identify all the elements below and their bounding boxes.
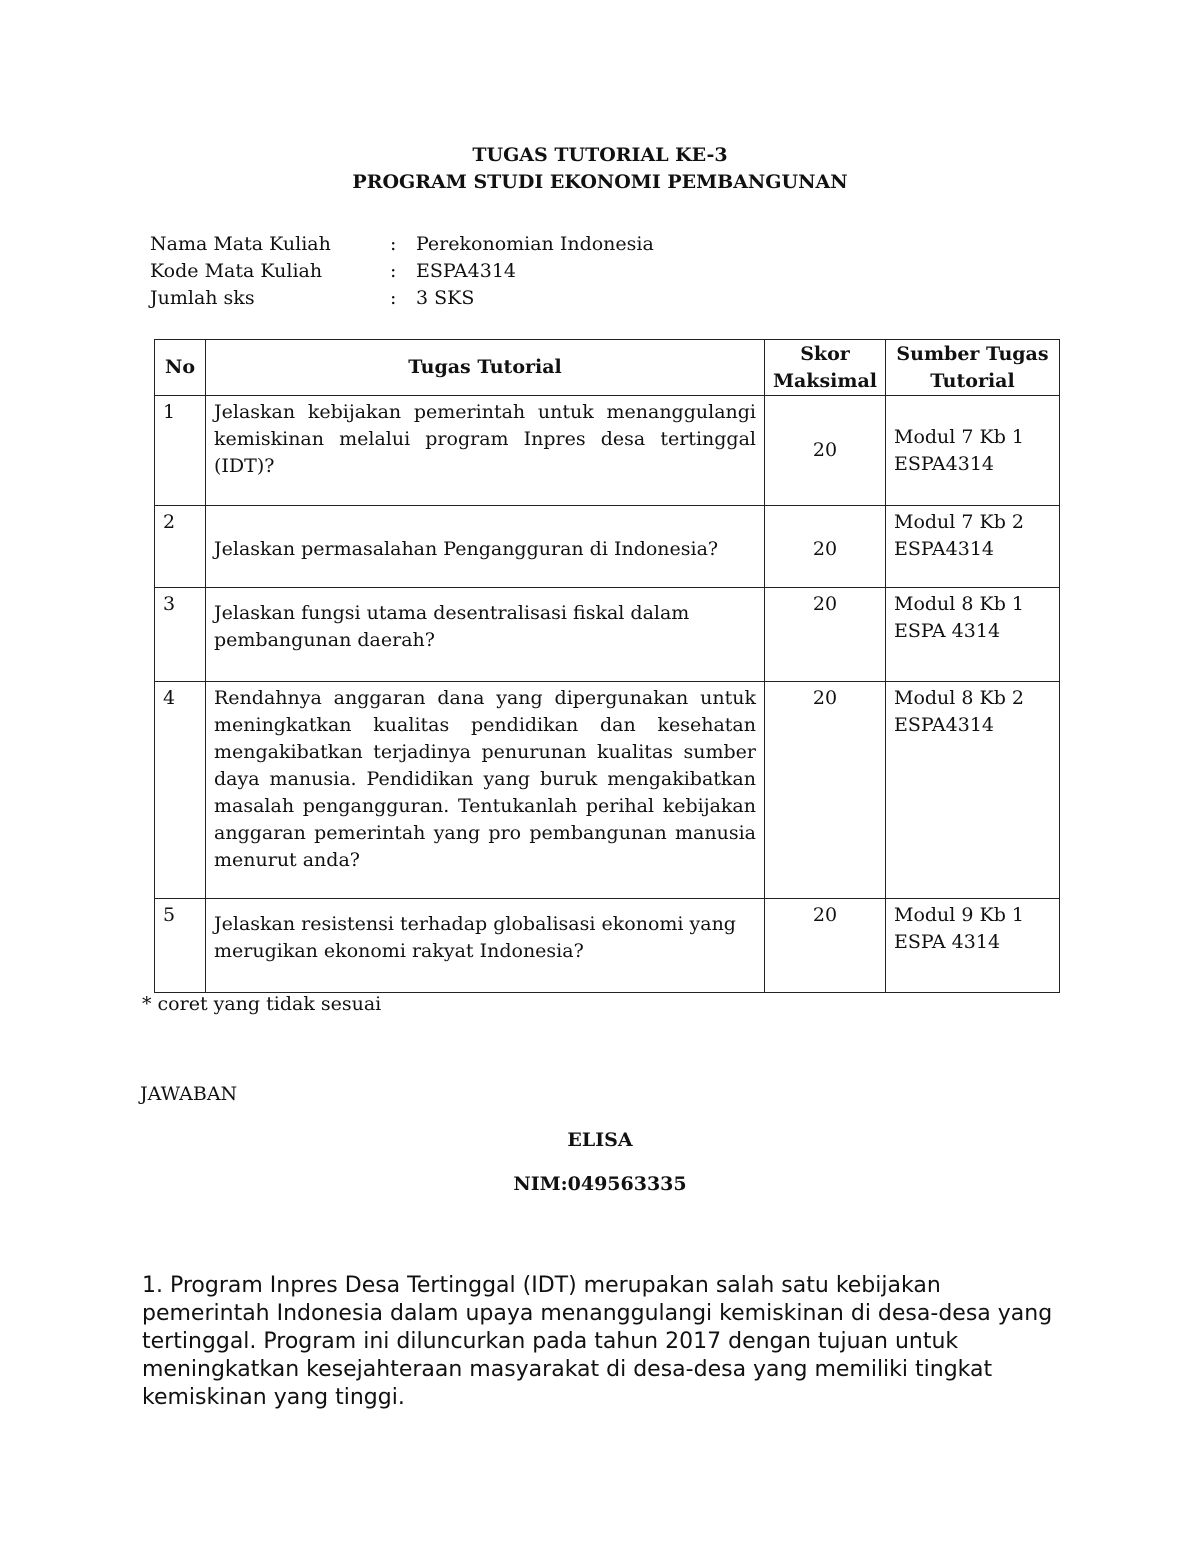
header-task: Tugas Tutorial — [206, 340, 765, 396]
header-source-line2: Tutorial — [930, 369, 1015, 392]
table-row — [155, 899, 1060, 993]
course-name-colon: : — [390, 233, 397, 255]
row-score: 20 — [765, 396, 886, 506]
course-code-colon: : — [390, 260, 397, 282]
row-source-code: ESPA 4314 — [894, 931, 1001, 953]
tasks-table — [154, 339, 1060, 993]
row-task: Jelaskan kebijakan pemerintah untuk menanggulangi kemiskinan melalui program Inpres desa tertinggal (IDT)? — [206, 396, 765, 506]
row-number: 4 — [155, 682, 206, 899]
header-source — [886, 340, 1060, 396]
answer-paragraph-1: 1. Program Inpres Desa Tertinggal (IDT) merupakan salah satu kebijakan pemerintah Indonesia dalam upaya menanggulangi kemiskinan di desa-desa yang tertinggal. Program ini diluncurkan pada tahun 2017 dengan tujuan untuk meningkatkan kesejahteraan masyarakat di desa-desa yang memiliki tingkat kemiskinan yang tinggi. — [142, 1273, 1053, 1410]
row-source — [886, 899, 1060, 993]
table-header-row — [155, 340, 1060, 396]
header-score — [765, 340, 886, 396]
row-task: Jelaskan permasalahan Pengangguran di Indonesia? — [206, 506, 765, 588]
course-name-label: Nama Mata Kuliah — [150, 233, 331, 255]
course-name-value: Perekonomian Indonesia — [416, 233, 654, 255]
header-source-line1: Sumber Tugas — [896, 342, 1049, 365]
credits-colon: : — [390, 287, 397, 309]
row-source-module: Modul 7 Kb 2 — [894, 511, 1025, 533]
course-code-label: Kode Mata Kuliah — [150, 260, 323, 282]
student-name: ELISA — [567, 1129, 633, 1151]
credits-label: Jumlah sks — [150, 287, 255, 309]
row-task: Rendahnya anggaran dana yang dipergunakan untuk meningkatkan kualitas pendidikan dan kesehatan mengakibatkan terjadinya penurunan kualitas sumber daya manusia. Pendidikan yang buruk mengakibatkan masalah pengangguran. Tentukanlah perihal kebijakan anggaran pemerintah yang pro pembangunan manusia menurut anda? — [206, 682, 765, 899]
table-row — [155, 588, 1060, 682]
row-score: 20 — [765, 588, 886, 682]
row-number: 1 — [155, 396, 206, 506]
row-source — [886, 682, 1060, 899]
table-row — [155, 506, 1060, 588]
credits-value: 3 SKS — [416, 287, 475, 309]
course-code-value: ESPA4314 — [416, 260, 517, 282]
row-score: 20 — [765, 682, 886, 899]
row-source-code: ESPA 4314 — [894, 620, 1001, 642]
answer-heading: JAWABAN — [140, 1083, 238, 1105]
row-source-code: ESPA4314 — [894, 452, 995, 475]
row-source-module: Modul 9 Kb 1 — [894, 904, 1025, 926]
header-score-line2: Maksimal — [772, 369, 878, 392]
row-source — [886, 588, 1060, 682]
row-score: 20 — [765, 506, 886, 588]
row-number: 2 — [155, 506, 206, 588]
row-source-code: ESPA4314 — [894, 714, 995, 736]
header-score-line1: Skor — [800, 342, 850, 365]
table-row — [155, 396, 1060, 506]
document-title: TUGAS TUTORIAL KE-3 — [472, 144, 728, 166]
row-source-module: Modul 8 Kb 1 — [894, 593, 1025, 615]
row-number: 3 — [155, 588, 206, 682]
row-number: 5 — [155, 899, 206, 993]
row-source-module: Modul 8 Kb 2 — [894, 687, 1025, 709]
row-source-code: ESPA4314 — [894, 538, 995, 560]
row-source — [886, 506, 1060, 588]
row-source-module: Modul 7 Kb 1 — [894, 425, 1025, 448]
table-row — [155, 682, 1060, 899]
row-source — [886, 396, 1060, 506]
row-task: Jelaskan resistensi terhadap globalisasi ekonomi yang merugikan ekonomi rakyat Indonesia? — [206, 899, 765, 993]
row-task: Jelaskan fungsi utama desentralisasi fiskal dalam pembangunan daerah? — [206, 588, 765, 682]
program-title: PROGRAM STUDI EKONOMI PEMBANGUNAN — [352, 171, 848, 193]
row-score: 20 — [765, 899, 886, 993]
footnote: * coret yang tidak sesuai — [142, 993, 382, 1015]
student-nim: NIM:049563335 — [513, 1173, 687, 1195]
header-no: No — [155, 340, 206, 396]
